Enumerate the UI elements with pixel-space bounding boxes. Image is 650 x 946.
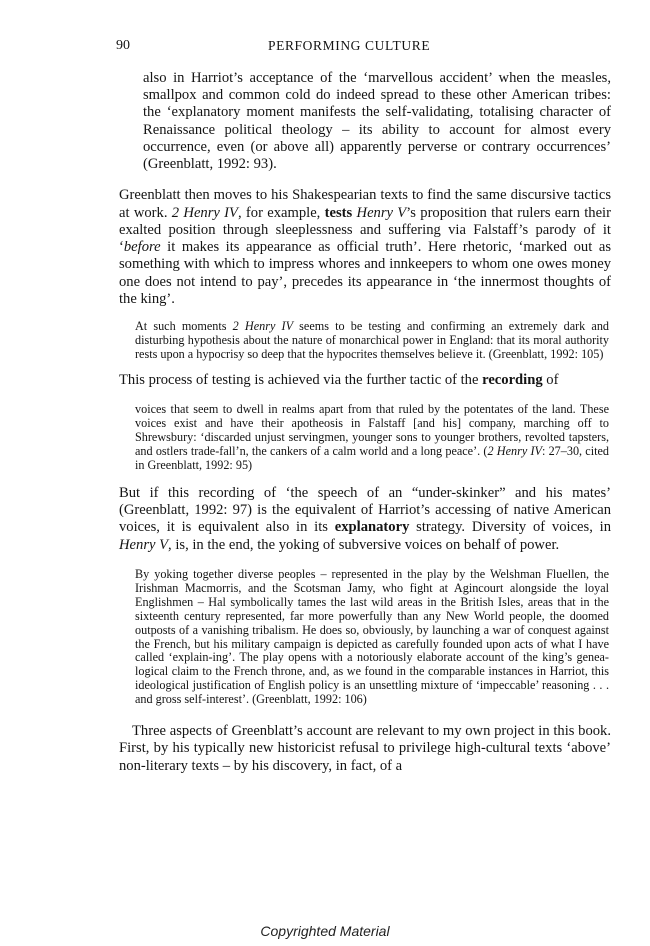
- title-henry-v: Henry V: [119, 536, 169, 553]
- block-quote-continuation: also in Harriot’s acceptance of the ‘marvellous accident’ when the measles, smallpox and common cold do indeed spread to these other American tribes: the ‘explanatory moment manifests the self-validating, totalising character of Renaissance political theology – its ability to account for almost every occurrence, even (or above all) apparently perverse or contrary occurrences’ (Greenblatt, 1992: 93).: [143, 70, 611, 173]
- emphasis-before: before: [123, 239, 161, 256]
- body-paragraph-2: [119, 372, 611, 389]
- emphasis-recording: recording: [482, 372, 543, 389]
- text-run: : 27–30, cited in Greenblatt, 1992: 95): [135, 444, 609, 472]
- running-head: PERFORMING CULTURE: [268, 38, 431, 53]
- text-run: But if this recording of ‘the speech of an “under-skinker” and his mates’ (Greenblatt, 1992: 97) is the equivalent of Harriot’s accessing of native American voices, it is equivalent also in its: [119, 484, 611, 536]
- page-content: [119, 70, 611, 775]
- text-run: strategy. Diversity of voices, in: [409, 519, 611, 536]
- text-run: seems to be testing and confirming an extremely dark and disturbing hypothesis about the nature of monarchical power in England: that its moral authority rests upon a hypocrisy so deep that the hypocrites themselves believe it. (Greenblatt, 1992: 105): [135, 319, 610, 362]
- text-run: Greenblatt then moves to his Shakespearian texts to find the same discursive tactics at work.: [119, 187, 611, 221]
- text-run: voices that seem to dwell in realms apart from that ruled by the potentates of the land. These voices exist and have their apotheosis in Falstaff [and his] company, marching off to Shrewsbury: ‘discarded unjust servingmen, younger sons to younger brothers, revolted tapsters, and ostlers trade-fall’n, the cankers of a calm world and a long peace’. (: [135, 402, 609, 459]
- page-number: 90: [116, 38, 130, 53]
- body-paragraph-3: [119, 485, 611, 554]
- body-paragraph-4: Three aspects of Greenblatt’s account are relevant to my own project in this book. First, by his typically new historicist refusal to privilege high-cultural texts ‘above’ non-literary texts – by his discovery, in fact, of a: [119, 723, 611, 774]
- block-quote-4: By yoking together diverse peoples – represented in the play by the Welshman Fluellen, the Irishman Macmorris, and the Scotsman Jamy, who fight at Agincourt alongside the loyal Englishmen – Hal symbolically tames the last wild areas in the British Isles, areas that in the sixteenth century represented, far more powerfully than any New World people, the doomed outposts of a vanishing tribalism. He does so, obviously, by launching a war of conquest against the French, but his military campaign is depicted as carefully founded upon acts of what I have called ‘explain-ing’. The play opens with a notoriously elaborate account of the king’s genea-logical claim to the French throne, and, as we found in the comparable instances in Harriot, this ideological justification of English policy is an unsettling mixture of ‘impeccable’ reasoning . . . and gross self-interest’. (Greenblatt, 1992: 106): [135, 567, 609, 707]
- text-run: it makes its appearance as official truth’. Here rhetoric, ‘marked out as something with which to impress whores and innkeepers to whom one owes money one does not intend to pay’, precedes its appearance in ‘the innermost thoughts of the king’.: [119, 239, 611, 307]
- text-run: of: [542, 372, 559, 389]
- page-header: [116, 38, 610, 58]
- text-run: , for example,: [237, 204, 325, 221]
- copyright-watermark: Copyrighted Material: [260, 923, 390, 939]
- body-paragraph-1: [119, 187, 611, 308]
- title-henry-v: Henry V: [356, 204, 407, 221]
- title-2-henry-iv: 2 Henry IV: [232, 319, 294, 334]
- text-run: ’s proposition that rulers earn their exalted position through sleeplessness and suffering via Falstaff’s parody of it ‘: [119, 204, 611, 256]
- text-run: This process of testing is achieved via the further tactic of the: [119, 372, 483, 389]
- block-quote-2: [119, 320, 611, 362]
- text-run: At such moments: [135, 319, 233, 334]
- emphasis-tests: tests: [324, 204, 353, 221]
- text-run: , is, in the end, the yoking of subversive voices on behalf of power.: [168, 536, 560, 553]
- block-quote-3: [119, 403, 611, 473]
- emphasis-explanatory: explanatory: [334, 519, 410, 536]
- title-2-henry-iv: 2 Henry IV: [171, 204, 238, 221]
- title-2-henry-iv: 2 Henry IV: [487, 444, 542, 459]
